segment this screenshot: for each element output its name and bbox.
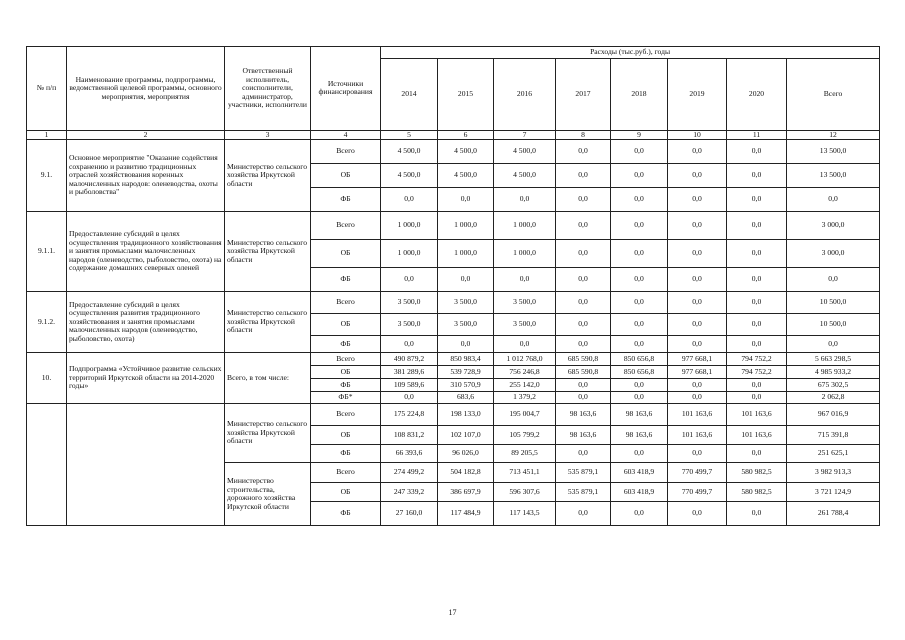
amount-cell: 4 500,0 — [494, 164, 556, 188]
amount-cell: 504 182,8 — [438, 463, 494, 483]
amount-cell: 96 026,0 — [438, 445, 494, 463]
column-index: 5 — [381, 130, 438, 140]
amount-cell: 0,0 — [611, 392, 668, 404]
amount-cell: 98 163,6 — [611, 404, 668, 426]
amount-cell: 0,0 — [611, 268, 668, 292]
amount-cell: 117 143,5 — [494, 502, 556, 526]
responsible-executor: Министерство строительства, дорожного хозяйства Иркутской области — [225, 463, 311, 526]
amount-cell: 247 339,2 — [381, 483, 438, 502]
amount-cell: 713 451,1 — [494, 463, 556, 483]
amount-cell: 0,0 — [438, 336, 494, 353]
amount-cell: 1 000,0 — [438, 240, 494, 268]
amount-cell: 1 379,2 — [494, 392, 556, 404]
subprogram-name: Подпрограмма «Устойчивое развитие сельских территорий Иркутской области на 2014-2020 годы» — [67, 353, 225, 404]
amount-cell: 0,0 — [727, 392, 787, 404]
amount-cell: 850 656,8 — [611, 366, 668, 379]
amount-cell: 89 205,5 — [494, 445, 556, 463]
funding-source: Всего — [311, 463, 381, 483]
column-index: 2 — [67, 130, 225, 140]
header-year: 2015 — [438, 58, 494, 130]
amount-cell: 0,0 — [556, 188, 611, 212]
table-body — [27, 140, 880, 526]
column-index: 4 — [311, 130, 381, 140]
row-number: 10. — [27, 353, 67, 404]
funding-source: Всего — [311, 140, 381, 164]
amount-cell: 101 163,6 — [668, 404, 727, 426]
amount-cell: 0,0 — [381, 188, 438, 212]
header-year: 2019 — [668, 58, 727, 130]
amount-cell: 0,0 — [727, 268, 787, 292]
amount-cell: 274 499,2 — [381, 463, 438, 483]
amount-cell: 0,0 — [556, 445, 611, 463]
total-cell: 3 721 124,9 — [787, 483, 880, 502]
total-cell: 13 500,0 — [787, 164, 880, 188]
amount-cell: 1 012 768,0 — [494, 353, 556, 366]
amount-cell: 175 224,8 — [381, 404, 438, 426]
amount-cell: 3 500,0 — [494, 292, 556, 314]
responsible-executor: Министерство сельского хозяйства Иркутской области — [225, 404, 311, 463]
amount-cell: 255 142,0 — [494, 379, 556, 392]
amount-cell: 3 500,0 — [438, 314, 494, 336]
amount-cell: 0,0 — [668, 188, 727, 212]
amount-cell: 977 668,1 — [668, 353, 727, 366]
column-index: 10 — [668, 130, 727, 140]
amount-cell: 66 393,6 — [381, 445, 438, 463]
amount-cell: 0,0 — [668, 502, 727, 526]
amount-cell: 794 752,2 — [727, 366, 787, 379]
measure-name: Предоставление субсидий в целях осуществления развития традиционного хозяйствования и занятия промыслами малочисленных народов (оленеводство, рыболовство, охота) — [67, 292, 225, 353]
header-col-num: № п/п — [27, 47, 67, 131]
amount-cell: 535 879,1 — [556, 483, 611, 502]
amount-cell: 0,0 — [727, 502, 787, 526]
amount-cell: 0,0 — [381, 392, 438, 404]
column-index: 1 — [27, 130, 67, 140]
amount-cell: 109 589,6 — [381, 379, 438, 392]
amount-cell: 0,0 — [494, 188, 556, 212]
amount-cell: 1 000,0 — [494, 212, 556, 240]
amount-cell: 850 656,8 — [611, 353, 668, 366]
header-col-name: Наименование программы, подпрограммы, ведомственной целевой программы, основного мероприятия, мероприятия — [67, 47, 225, 131]
column-index: 7 — [494, 130, 556, 140]
amount-cell: 386 697,9 — [438, 483, 494, 502]
total-cell: 10 500,0 — [787, 314, 880, 336]
amount-cell: 0,0 — [727, 445, 787, 463]
amount-cell: 0,0 — [727, 292, 787, 314]
amount-cell: 3 500,0 — [381, 292, 438, 314]
table-row — [27, 140, 880, 164]
header-year: 2018 — [611, 58, 668, 130]
row-number: 9.1.2. — [27, 292, 67, 353]
amount-cell: 683,6 — [438, 392, 494, 404]
amount-cell: 98 163,6 — [556, 426, 611, 445]
header-total: Всего — [787, 58, 880, 130]
total-cell: 251 625,1 — [787, 445, 880, 463]
amount-cell: 596 307,6 — [494, 483, 556, 502]
document-page — [8, 8, 897, 632]
row-number-empty — [27, 404, 67, 526]
amount-cell: 198 133,0 — [438, 404, 494, 426]
funding-source: Всего — [311, 292, 381, 314]
amount-cell: 0,0 — [611, 502, 668, 526]
funding-source: ФБ — [311, 379, 381, 392]
header-col-resp: Ответственный исполнитель, соисполнители, администратор, участники, исполнители — [225, 47, 311, 131]
responsible-executor: Всего, в том числе: — [225, 353, 311, 404]
amount-cell: 4 500,0 — [494, 140, 556, 164]
amount-cell: 1 000,0 — [381, 212, 438, 240]
amount-cell: 381 289,6 — [381, 366, 438, 379]
amount-cell: 0,0 — [556, 240, 611, 268]
amount-cell: 0,0 — [727, 336, 787, 353]
amount-cell: 0,0 — [611, 240, 668, 268]
measure-name: Предоставление субсидий в целях осуществления традиционного хозяйствования и занятия промыслами малочисленных народов (оленеводство, рыболовство, охота) на содержание домашних северных оленей — [67, 212, 225, 292]
amount-cell: 756 246,8 — [494, 366, 556, 379]
amount-cell: 0,0 — [727, 188, 787, 212]
total-cell: 715 391,8 — [787, 426, 880, 445]
amount-cell: 770 499,7 — [668, 463, 727, 483]
row-number: 9.1.1. — [27, 212, 67, 292]
amount-cell: 0,0 — [556, 268, 611, 292]
amount-cell: 117 484,9 — [438, 502, 494, 526]
amount-cell: 0,0 — [668, 212, 727, 240]
amount-cell: 108 831,2 — [381, 426, 438, 445]
amount-cell: 4 500,0 — [381, 164, 438, 188]
amount-cell: 0,0 — [727, 164, 787, 188]
amount-cell: 27 160,0 — [381, 502, 438, 526]
amount-cell: 0,0 — [611, 314, 668, 336]
amount-cell: 195 004,7 — [494, 404, 556, 426]
amount-cell: 0,0 — [611, 140, 668, 164]
amount-cell: 539 728,9 — [438, 366, 494, 379]
responsible-executor: Министерство сельского хозяйства Иркутской области — [225, 292, 311, 353]
amount-cell: 0,0 — [381, 268, 438, 292]
amount-cell: 0,0 — [438, 188, 494, 212]
amount-cell: 4 500,0 — [381, 140, 438, 164]
amount-cell: 0,0 — [556, 392, 611, 404]
total-cell: 261 788,4 — [787, 502, 880, 526]
funding-source: Всего — [311, 353, 381, 366]
amount-cell: 0,0 — [611, 212, 668, 240]
amount-cell: 977 668,1 — [668, 366, 727, 379]
amount-cell: 0,0 — [668, 392, 727, 404]
header-col-src: Источники финансирования — [311, 47, 381, 131]
amount-cell: 0,0 — [727, 379, 787, 392]
amount-cell: 105 799,2 — [494, 426, 556, 445]
page-number: 17 — [448, 608, 457, 617]
funding-source: ФБ — [311, 268, 381, 292]
table-row — [27, 212, 880, 240]
amount-cell: 0,0 — [556, 314, 611, 336]
total-cell: 4 985 933,2 — [787, 366, 880, 379]
total-cell: 967 016,9 — [787, 404, 880, 426]
amount-cell: 770 499,7 — [668, 483, 727, 502]
amount-cell: 0,0 — [668, 140, 727, 164]
measure-name-empty — [67, 404, 225, 526]
amount-cell: 3 500,0 — [494, 314, 556, 336]
amount-cell: 0,0 — [668, 268, 727, 292]
amount-cell: 0,0 — [668, 292, 727, 314]
amount-cell: 0,0 — [668, 240, 727, 268]
amount-cell: 0,0 — [381, 336, 438, 353]
total-cell: 13 500,0 — [787, 140, 880, 164]
amount-cell: 101 163,6 — [727, 404, 787, 426]
row-number: 9.1. — [27, 140, 67, 212]
amount-cell: 0,0 — [494, 268, 556, 292]
measure-name: Основное мероприятие "Оказание содействия сохранению и развитию традиционных отраслей хозяйствования коренных малочисленных народов: оленеводства, охоты и рыболовства" — [67, 140, 225, 212]
amount-cell: 580 982,5 — [727, 463, 787, 483]
amount-cell: 0,0 — [611, 164, 668, 188]
amount-cell: 98 163,6 — [556, 404, 611, 426]
column-index: 6 — [438, 130, 494, 140]
amount-cell: 535 879,1 — [556, 463, 611, 483]
column-index: 8 — [556, 130, 611, 140]
amount-cell: 0,0 — [668, 379, 727, 392]
funding-source: Всего — [311, 212, 381, 240]
amount-cell: 603 418,9 — [611, 463, 668, 483]
funding-source: ОБ — [311, 426, 381, 445]
total-cell: 0,0 — [787, 336, 880, 353]
funding-source: ФБ — [311, 188, 381, 212]
amount-cell: 0,0 — [727, 240, 787, 268]
amount-cell: 0,0 — [556, 502, 611, 526]
amount-cell: 0,0 — [668, 314, 727, 336]
header-year: 2016 — [494, 58, 556, 130]
amount-cell: 685 590,8 — [556, 353, 611, 366]
column-index: 3 — [225, 130, 311, 140]
amount-cell: 0,0 — [668, 445, 727, 463]
table-row — [27, 404, 880, 426]
total-cell: 5 663 298,5 — [787, 353, 880, 366]
amount-cell: 794 752,2 — [727, 353, 787, 366]
responsible-executor: Министерство сельского хозяйства Иркутской области — [225, 140, 311, 212]
header-year: 2014 — [381, 58, 438, 130]
amount-cell: 0,0 — [611, 188, 668, 212]
total-cell: 675 302,5 — [787, 379, 880, 392]
total-cell: 0,0 — [787, 188, 880, 212]
amount-cell: 0,0 — [727, 140, 787, 164]
column-index: 9 — [611, 130, 668, 140]
total-cell: 10 500,0 — [787, 292, 880, 314]
total-cell: 3 000,0 — [787, 212, 880, 240]
amount-cell: 1 000,0 — [381, 240, 438, 268]
column-index: 12 — [787, 130, 880, 140]
header-year: 2017 — [556, 58, 611, 130]
amount-cell: 4 500,0 — [438, 164, 494, 188]
amount-cell: 101 163,6 — [727, 426, 787, 445]
header-expenses: Расходы (тыс.руб.), годы — [381, 47, 880, 59]
amount-cell: 0,0 — [668, 164, 727, 188]
amount-cell: 1 000,0 — [438, 212, 494, 240]
amount-cell: 101 163,6 — [668, 426, 727, 445]
budget-table — [26, 46, 880, 526]
amount-cell: 0,0 — [556, 140, 611, 164]
total-cell: 2 062,8 — [787, 392, 880, 404]
funding-source: ФБ — [311, 502, 381, 526]
amount-cell: 0,0 — [494, 336, 556, 353]
funding-source: Всего — [311, 404, 381, 426]
amount-cell: 580 982,5 — [727, 483, 787, 502]
amount-cell: 0,0 — [727, 212, 787, 240]
amount-cell: 0,0 — [438, 268, 494, 292]
header-year: 2020 — [727, 58, 787, 130]
amount-cell: 0,0 — [556, 292, 611, 314]
table-row — [27, 292, 880, 314]
funding-source: ОБ — [311, 314, 381, 336]
responsible-executor: Министерство сельского хозяйства Иркутской области — [225, 212, 311, 292]
amount-cell: 1 000,0 — [494, 240, 556, 268]
total-cell: 3 982 913,3 — [787, 463, 880, 483]
funding-source: ОБ — [311, 164, 381, 188]
amount-cell: 0,0 — [727, 314, 787, 336]
funding-source: ФБ — [311, 445, 381, 463]
total-cell: 3 000,0 — [787, 240, 880, 268]
table-row — [27, 353, 880, 366]
amount-cell: 0,0 — [668, 336, 727, 353]
funding-source: ОБ — [311, 240, 381, 268]
amount-cell: 850 983,4 — [438, 353, 494, 366]
funding-source: ОБ — [311, 366, 381, 379]
amount-cell: 4 500,0 — [438, 140, 494, 164]
amount-cell: 3 500,0 — [438, 292, 494, 314]
amount-cell: 0,0 — [611, 336, 668, 353]
amount-cell: 0,0 — [611, 445, 668, 463]
amount-cell: 3 500,0 — [381, 314, 438, 336]
amount-cell: 0,0 — [611, 379, 668, 392]
amount-cell: 0,0 — [556, 164, 611, 188]
amount-cell: 98 163,6 — [611, 426, 668, 445]
amount-cell: 0,0 — [611, 292, 668, 314]
column-index: 11 — [727, 130, 787, 140]
amount-cell: 0,0 — [556, 212, 611, 240]
funding-source: ОБ — [311, 483, 381, 502]
amount-cell: 0,0 — [556, 336, 611, 353]
amount-cell: 603 418,9 — [611, 483, 668, 502]
funding-source: ФБ — [311, 336, 381, 353]
amount-cell: 685 590,8 — [556, 366, 611, 379]
total-cell: 0,0 — [787, 268, 880, 292]
amount-cell: 102 107,0 — [438, 426, 494, 445]
amount-cell: 310 570,9 — [438, 379, 494, 392]
amount-cell: 0,0 — [556, 379, 611, 392]
amount-cell: 490 879,2 — [381, 353, 438, 366]
funding-source: ФБ* — [311, 392, 381, 404]
